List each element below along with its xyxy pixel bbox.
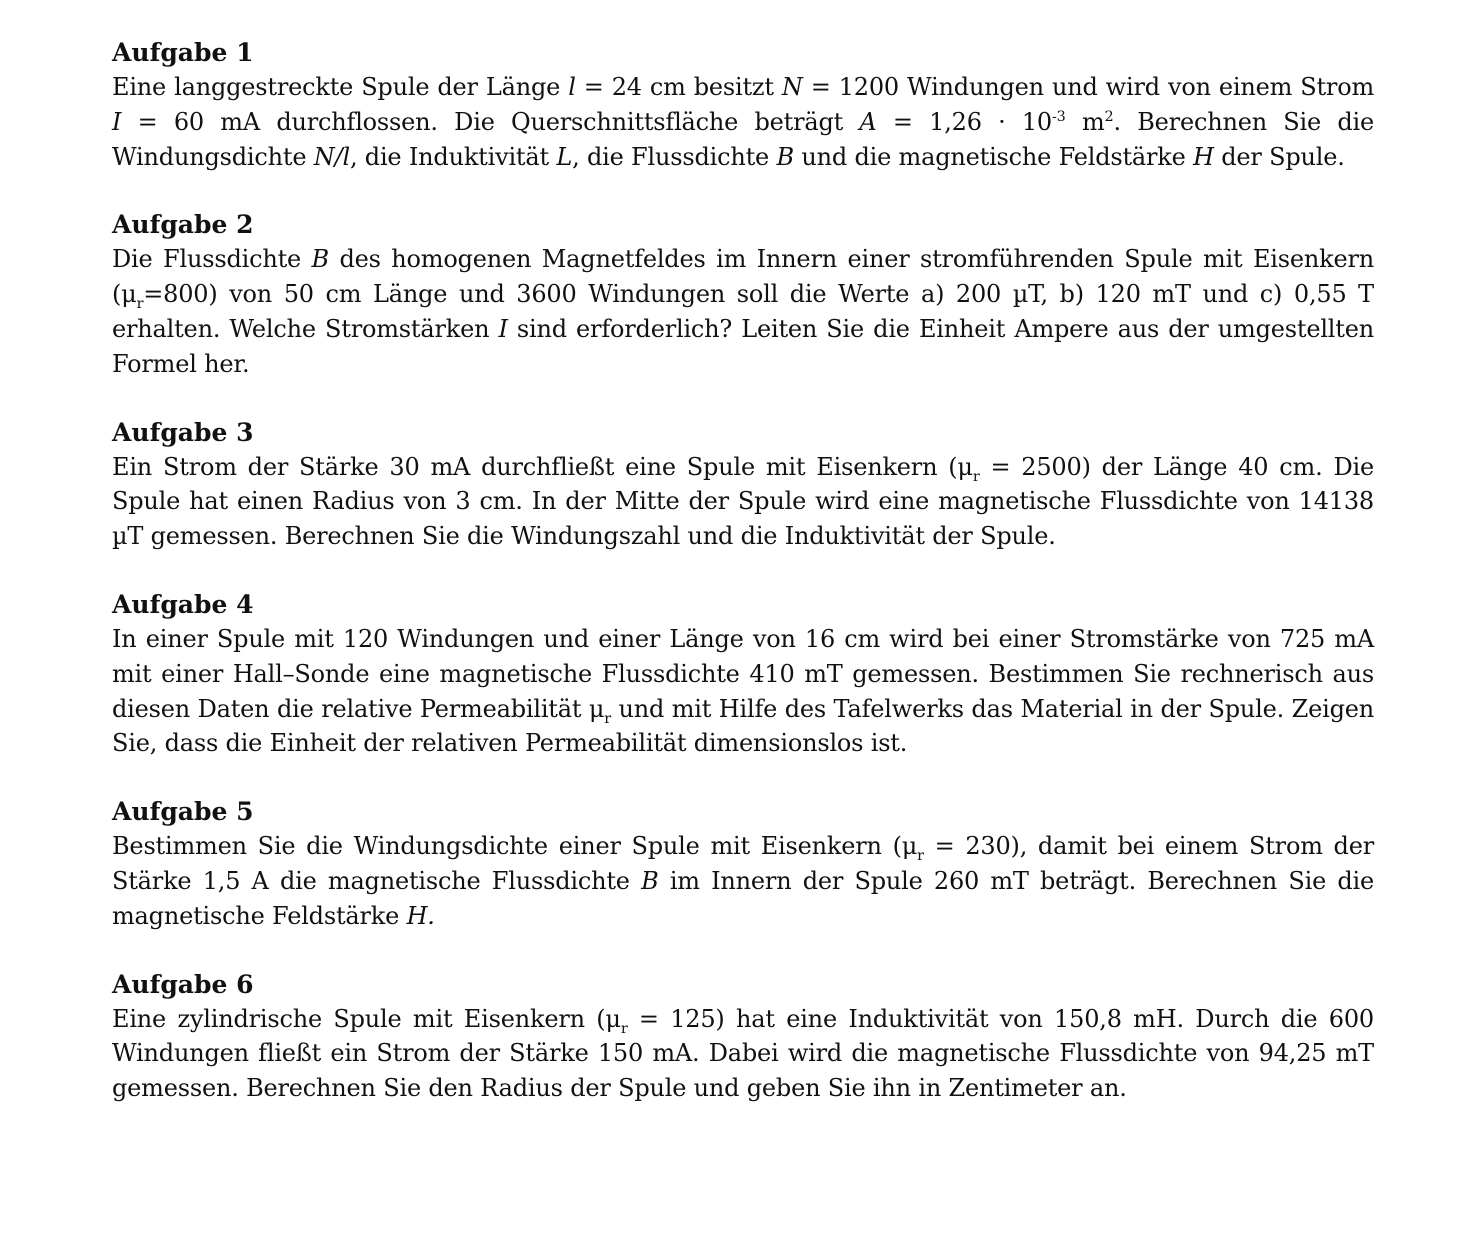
text-run: . Berechnen Sie die Windungsdichte [112, 107, 1374, 171]
subscript: r [620, 1020, 628, 1037]
subscript: r [136, 295, 144, 312]
math-variable: N [781, 73, 803, 101]
math-variable: H. [406, 901, 435, 930]
task-title: Aufgabe 1 [112, 38, 254, 67]
text-run: Eine zylindrische Spule mit Eisenkern (μ [112, 1004, 621, 1033]
task-1 [112, 36, 1374, 174]
text-run: = 125) hat eine Induktivität von 150,8 mH. Durch die 600 Windungen fließt ein Strom der Stärke 150 mA. Dabei wird die magnetische Flussdichte von 94,25 mT gemessen. Berechnen Sie den Radius der Spule und geben Sie ihn in Zentimeter an. [112, 1004, 1374, 1103]
text-run: Bestimmen Sie die Windungsdichte einer Spule mit Eisenkern (μ [112, 832, 918, 861]
text-run: = 1200 Windungen und wird von einem Strom [802, 73, 1375, 101]
task-title: Aufgabe 6 [112, 969, 254, 999]
task-4 [112, 588, 1374, 761]
math-variable: L [556, 142, 573, 171]
task-title: Aufgabe 5 [112, 797, 254, 827]
task-text [112, 242, 1374, 381]
text-run: des homogenen Magnetfeldes im Innern einer stromführenden Spule mit Eisenkern (μ [112, 245, 1374, 309]
task-title: Aufgabe 4 [112, 589, 254, 619]
subscript: r [604, 710, 611, 727]
task-text [112, 450, 1374, 554]
math-variable: I [498, 314, 508, 343]
math-variable: B [776, 142, 794, 171]
math-variable: H [1193, 142, 1214, 171]
text-run: In einer Spule mit 120 Windungen und einer Länge von 16 cm wird bei einer Stromstärke von 725 mA mit einer Hall–Sonde eine magnetische Flussdichte 410 mT gemessen. Bestimmen Sie rechnerisch aus diesen Daten die relative Permeabilität μ [112, 624, 1374, 723]
text-run: Die Flussdichte [112, 245, 312, 274]
task-text [112, 1002, 1374, 1106]
task-3 [112, 416, 1374, 554]
math-variable: A [859, 107, 877, 136]
text-run: im Innern der Spule 260 mT beträgt. Berechnen Sie die magnetische Feldstärke [112, 866, 1374, 930]
text-run: = 2500) der Länge 40 cm. Die Spule hat einen Radius von 3 cm. In der Mitte der Spule wird eine magnetische Flussdichte von 14138 µT gemessen. Berechnen Sie die Windungszahl und die Induktivität der Spule. [112, 452, 1374, 551]
text-run: , die Flussdichte [572, 142, 777, 171]
text-run: der Spule. [1213, 142, 1345, 171]
math-variable: I [112, 107, 122, 136]
task-2 [112, 208, 1374, 381]
worksheet-page [112, 36, 1374, 1140]
text-run: und mit Hilfe des Tafelwerks das Material in der Spule. Zeigen Sie, dass die Einheit der relativen Permeabilität dimensionslos ist. [112, 694, 1374, 758]
superscript: -3 [1052, 108, 1066, 125]
task-6 [112, 968, 1374, 1106]
text-run: und die magnetische Feldstärke [793, 142, 1194, 171]
math-variable: l [568, 73, 576, 101]
text-run: Ein Strom der Stärke 30 mA durchfließt eine Spule mit Eisenkern (μ [112, 452, 973, 481]
text-run: , die Induktivität [349, 142, 557, 171]
text-run: = 1,26 · 10 [876, 107, 1052, 136]
math-variable: B [641, 866, 659, 895]
task-text [112, 829, 1374, 933]
task-title: Aufgabe 3 [112, 417, 254, 447]
text-run: m [1065, 107, 1105, 136]
superscript: 2 [1104, 108, 1114, 125]
text-run: = 60 mA durchflossen. Die Querschnittsfläche beträgt [121, 107, 860, 136]
text-run: = 24 cm besitzt [575, 73, 782, 101]
subscript: r [972, 468, 980, 485]
task-5 [112, 795, 1374, 933]
task-text [112, 70, 1374, 174]
task-text [112, 622, 1374, 761]
text-run: =800) von 50 cm Länge und 3600 Windungen soll die Werte a) 200 µT, b) 120 mT und c) 0,55 T erhalten. Welche Stromstärken [112, 280, 1374, 343]
text-run: sind erforderlich? Leiten Sie die Einheit Ampere aus der umgestellten Formel her. [112, 314, 1374, 378]
subscript: r [917, 847, 924, 864]
math-variable: B [311, 245, 329, 274]
task-title: Aufgabe 2 [112, 210, 254, 240]
text-run: Eine langgestreckte Spule der Länge [112, 73, 569, 101]
math-variable: N/l [313, 142, 350, 171]
text-run: = 230), damit bei einem Strom der Stärke 1,5 A die magnetische Flussdichte [112, 832, 1374, 895]
